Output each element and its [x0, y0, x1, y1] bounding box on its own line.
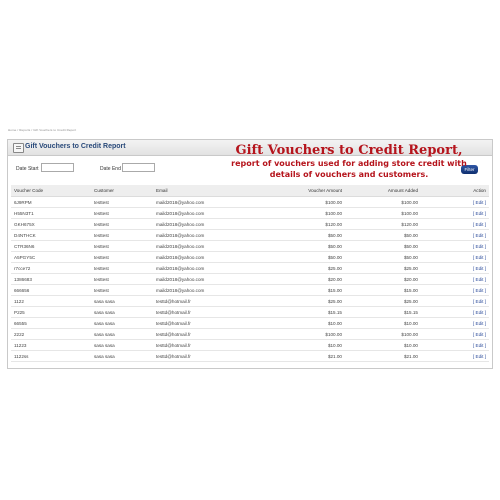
date-start-label: Date Start — [16, 166, 39, 172]
action-link[interactable]: [ Edit ] — [421, 263, 489, 274]
customer-cell: testtest — [91, 230, 153, 241]
email-cell: maild2018@yahoo.com — [153, 274, 269, 285]
amount-added-cell: $25.00 — [345, 296, 421, 307]
amount-added-cell: $25.00 — [345, 263, 421, 274]
amount-added-cell: $50.00 — [345, 252, 421, 263]
table-row — [11, 307, 489, 318]
table-row — [11, 241, 489, 252]
table-header-row — [11, 185, 489, 197]
table-row — [11, 263, 489, 274]
col-voucher-code[interactable]: Voucher Code — [11, 185, 91, 197]
voucher-code-cell: 1122 — [11, 296, 91, 307]
voucher-amount-cell: $25.00 — [269, 296, 345, 307]
report-panel — [7, 139, 493, 369]
email-cell: testtd@hotmail.fr — [153, 351, 269, 362]
voucher-code-cell: 2222 — [11, 329, 91, 340]
email-cell: maild2018@yahoo.com — [153, 219, 269, 230]
amount-added-cell: $21.00 — [345, 351, 421, 362]
voucher-code-cell: H55N3T1 — [11, 208, 91, 219]
date-end-input[interactable] — [122, 163, 155, 172]
action-link[interactable]: [ Edit ] — [421, 351, 489, 362]
voucher-amount-cell: $10.00 — [269, 340, 345, 351]
col-action: Action — [421, 185, 489, 197]
amount-added-cell: $100.00 — [345, 197, 421, 208]
table-row — [11, 329, 489, 340]
action-link[interactable]: [ Edit ] — [421, 197, 489, 208]
table-row — [11, 219, 489, 230]
amount-added-cell: $20.00 — [345, 274, 421, 285]
table-row — [11, 351, 489, 362]
customer-cell: testtest — [91, 252, 153, 263]
voucher-code-cell: 1386683 — [11, 274, 91, 285]
table-row — [11, 318, 489, 329]
customer-cell: testtest — [91, 285, 153, 296]
vouchers-table — [11, 185, 489, 362]
filter-button[interactable]: Filter — [461, 165, 478, 174]
voucher-amount-cell: $15.00 — [269, 285, 345, 296]
action-link[interactable]: [ Edit ] — [421, 252, 489, 263]
email-cell: maild2018@yahoo.com — [153, 285, 269, 296]
voucher-amount-cell: $100.00 — [269, 197, 345, 208]
voucher-code-cell: GKH675X — [11, 219, 91, 230]
voucher-code-cell: 11223 — [11, 340, 91, 351]
email-cell: maild2018@yahoo.com — [153, 252, 269, 263]
voucher-amount-cell: $15.15 — [269, 307, 345, 318]
email-cell: testtd@hotmail.fr — [153, 329, 269, 340]
voucher-code-cell: P225 — [11, 307, 91, 318]
customer-cell: sasa sasa — [91, 318, 153, 329]
email-cell: maild2018@yahoo.com — [153, 263, 269, 274]
customer-cell: sasa sasa — [91, 296, 153, 307]
amount-added-cell: $15.15 — [345, 307, 421, 318]
voucher-amount-cell: $50.00 — [269, 252, 345, 263]
voucher-amount-cell: $100.00 — [269, 329, 345, 340]
customer-cell: testtest — [91, 197, 153, 208]
customer-cell: sasa sasa — [91, 351, 153, 362]
date-start-input[interactable] — [41, 163, 74, 172]
email-cell: maild2018@yahoo.com — [153, 197, 269, 208]
table-row — [11, 252, 489, 263]
date-end-label: Date End — [100, 166, 121, 172]
action-link[interactable]: [ Edit ] — [421, 340, 489, 351]
table-row — [11, 197, 489, 208]
table-row — [11, 296, 489, 307]
breadcrumb[interactable]: Home / Reports / Gift Vouchers to Credit Report — [8, 128, 77, 132]
customer-cell: sasa sasa — [91, 329, 153, 340]
table-row — [11, 230, 489, 241]
amount-added-cell: $50.00 — [345, 230, 421, 241]
email-cell: maild2018@yahoo.com — [153, 208, 269, 219]
voucher-code-cell: r7cce72 — [11, 263, 91, 274]
amount-added-cell: $15.00 — [345, 285, 421, 296]
amount-added-cell: $10.00 — [345, 318, 421, 329]
table-row — [11, 274, 489, 285]
table-row — [11, 340, 489, 351]
customer-cell: testtest — [91, 219, 153, 230]
col-customer[interactable]: Customer — [91, 185, 153, 197]
voucher-amount-cell: $25.00 — [269, 263, 345, 274]
customer-cell: testtest — [91, 208, 153, 219]
voucher-amount-cell: $10.00 — [269, 318, 345, 329]
table-row — [11, 208, 489, 219]
voucher-amount-cell: $120.00 — [269, 219, 345, 230]
action-link[interactable]: [ Edit ] — [421, 296, 489, 307]
table-row — [11, 285, 489, 296]
col-voucher-amount[interactable]: Voucher Amount — [269, 185, 345, 197]
action-link[interactable]: [ Edit ] — [421, 318, 489, 329]
customer-cell: testtest — [91, 274, 153, 285]
email-cell: maild2018@yahoo.com — [153, 230, 269, 241]
customer-cell: testtest — [91, 263, 153, 274]
action-link[interactable]: [ Edit ] — [421, 241, 489, 252]
email-cell: testtd@hotmail.fr — [153, 296, 269, 307]
panel-title: Gift Vouchers to Credit Report — [25, 143, 126, 150]
email-cell: testtd@hotmail.fr — [153, 340, 269, 351]
report-icon — [13, 143, 24, 153]
promo-overlay — [224, 143, 474, 180]
voucher-code-cell: 66555 — [11, 318, 91, 329]
action-link[interactable]: [ Edit ] — [421, 307, 489, 318]
voucher-amount-cell: $50.00 — [269, 230, 345, 241]
amount-added-cell: $120.00 — [345, 219, 421, 230]
voucher-amount-cell: $50.00 — [269, 241, 345, 252]
voucher-code-cell: 1122ss — [11, 351, 91, 362]
voucher-amount-cell: $100.00 — [269, 208, 345, 219]
customer-cell: sasa sasa — [91, 340, 153, 351]
voucher-code-cell: A5PGY5C — [11, 252, 91, 263]
amount-added-cell: $100.00 — [345, 329, 421, 340]
voucher-code-cell: 6J9RPM — [11, 197, 91, 208]
email-cell: testtd@hotmail.fr — [153, 318, 269, 329]
email-cell: testtd@hotmail.fr — [153, 307, 269, 318]
voucher-code-cell: CTR36N6 — [11, 241, 91, 252]
promo-line-2: details of vouchers and customers. — [269, 170, 429, 179]
email-cell: maild2018@yahoo.com — [153, 241, 269, 252]
voucher-code-cell: D4NTHCK — [11, 230, 91, 241]
voucher-amount-cell: $21.00 — [269, 351, 345, 362]
customer-cell: sasa sasa — [91, 307, 153, 318]
action-link[interactable]: [ Edit ] — [421, 219, 489, 230]
amount-added-cell: $50.00 — [345, 241, 421, 252]
promo-line-1: report of vouchers used for adding store credit with — [231, 159, 467, 168]
amount-added-cell: $100.00 — [345, 208, 421, 219]
action-link[interactable]: [ Edit ] — [421, 208, 489, 219]
action-link[interactable]: [ Edit ] — [421, 285, 489, 296]
action-link[interactable]: [ Edit ] — [421, 329, 489, 340]
col-email[interactable]: Email — [153, 185, 269, 197]
promo-title: Gift Vouchers to Credit Report, — [235, 143, 463, 158]
action-link[interactable]: [ Edit ] — [421, 274, 489, 285]
col-amount-added[interactable]: Amount Added — [345, 185, 421, 197]
voucher-code-cell: 666656 — [11, 285, 91, 296]
voucher-amount-cell: $20.00 — [269, 274, 345, 285]
action-link[interactable]: [ Edit ] — [421, 230, 489, 241]
customer-cell: testtest — [91, 241, 153, 252]
amount-added-cell: $10.00 — [345, 340, 421, 351]
